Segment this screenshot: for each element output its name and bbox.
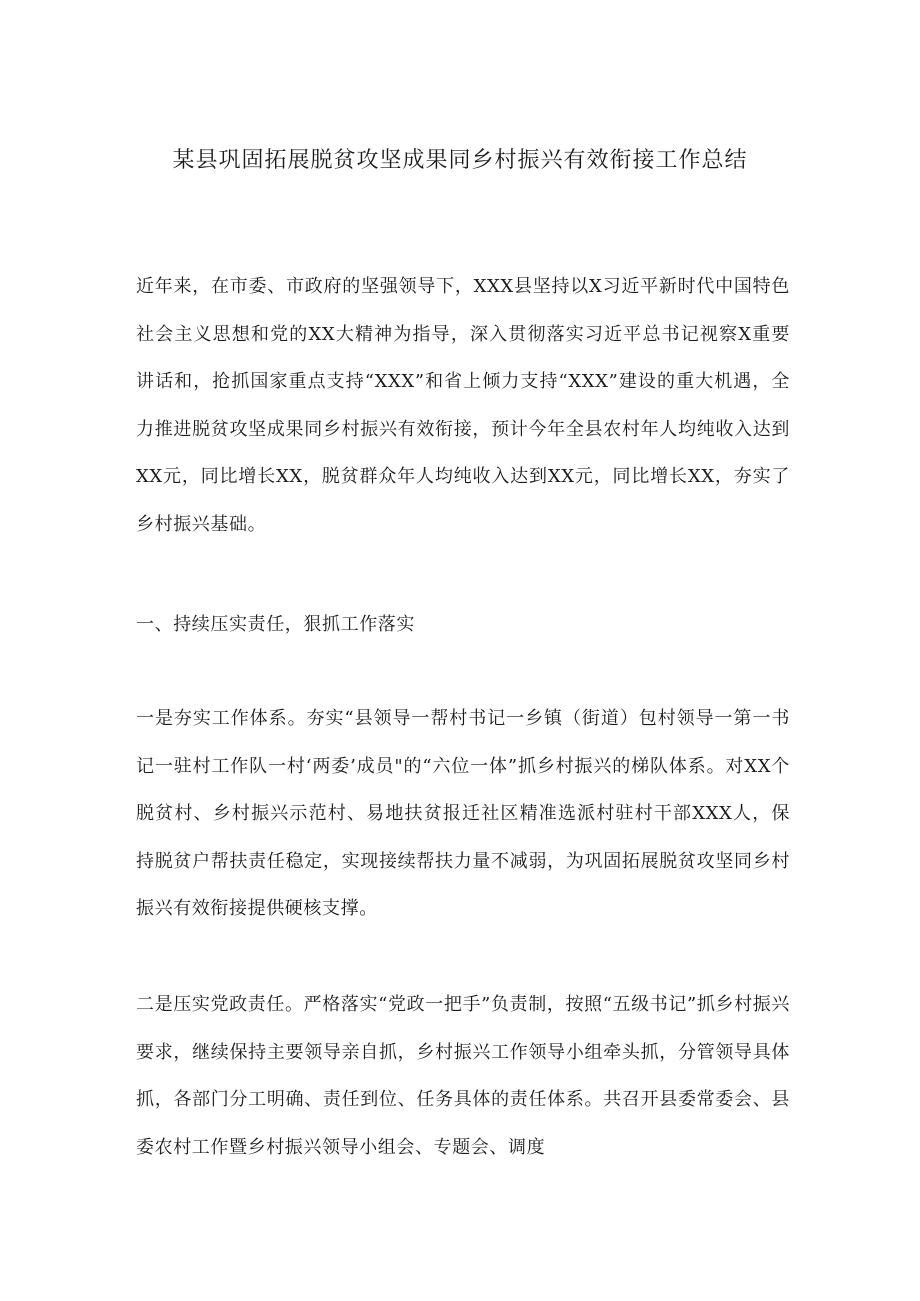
body-paragraph-2: 二是压实党政责任。严格落实“党政一把手”负责制，按照“五级书记”抓乡村振兴要求，继续保持主要领导亲自抓，乡村振兴工作领导小组牵头抓，分管领导具体抓，各部门分工明确、责任到位、任务具体的责任体系。共召开县委常委会、县委农村工作暨乡村振兴领导小组会、专题会、调度 [136, 994, 790, 1158]
intro-paragraph: 近年来，在市委、市政府的坚强领导下，XXX县坚持以X习近平新时代中国特色社会主义思想和党的XX大精神为指导，深入贯彻落实习近平总书记视察X重要讲话和，抢抓国家重点支持“XXX”和省上倾力支持“XXX”建设的重大机遇，全力推进脱贫攻坚成果同乡村振兴有效衔接，预计今年全县农村年人均纯收入达到XX元，同比增长XX，脱贫群众年人均纯收入达到XX元，同比增长XX，夯实了乡村振兴基础。 [136, 276, 790, 535]
section-heading: 一、持续压实责任，狠抓工作落实 [136, 614, 415, 635]
body-paragraph-1: 一是夯实工作体系。夯实“县领导一帮村书记一乡镇（街道）包村领导一第一书记一驻村工作队一村‘两委’成员"的“六位一体”抓乡村振兴的梯队体系。对XX个脱贫村、乡村振兴示范村、易地扶贫报迁社区精准选派村驻村干部XXX人，保持脱贫户帮扶责任稳定，实现接续帮扶力量不减弱，为巩固拓展脱贫攻坚同乡村振兴有效衔接提供硬核支撑。 [136, 708, 790, 919]
document-title: 某县巩固拓展脱贫攻坚成果同乡村振兴有效衔接工作总结 [172, 148, 748, 173]
